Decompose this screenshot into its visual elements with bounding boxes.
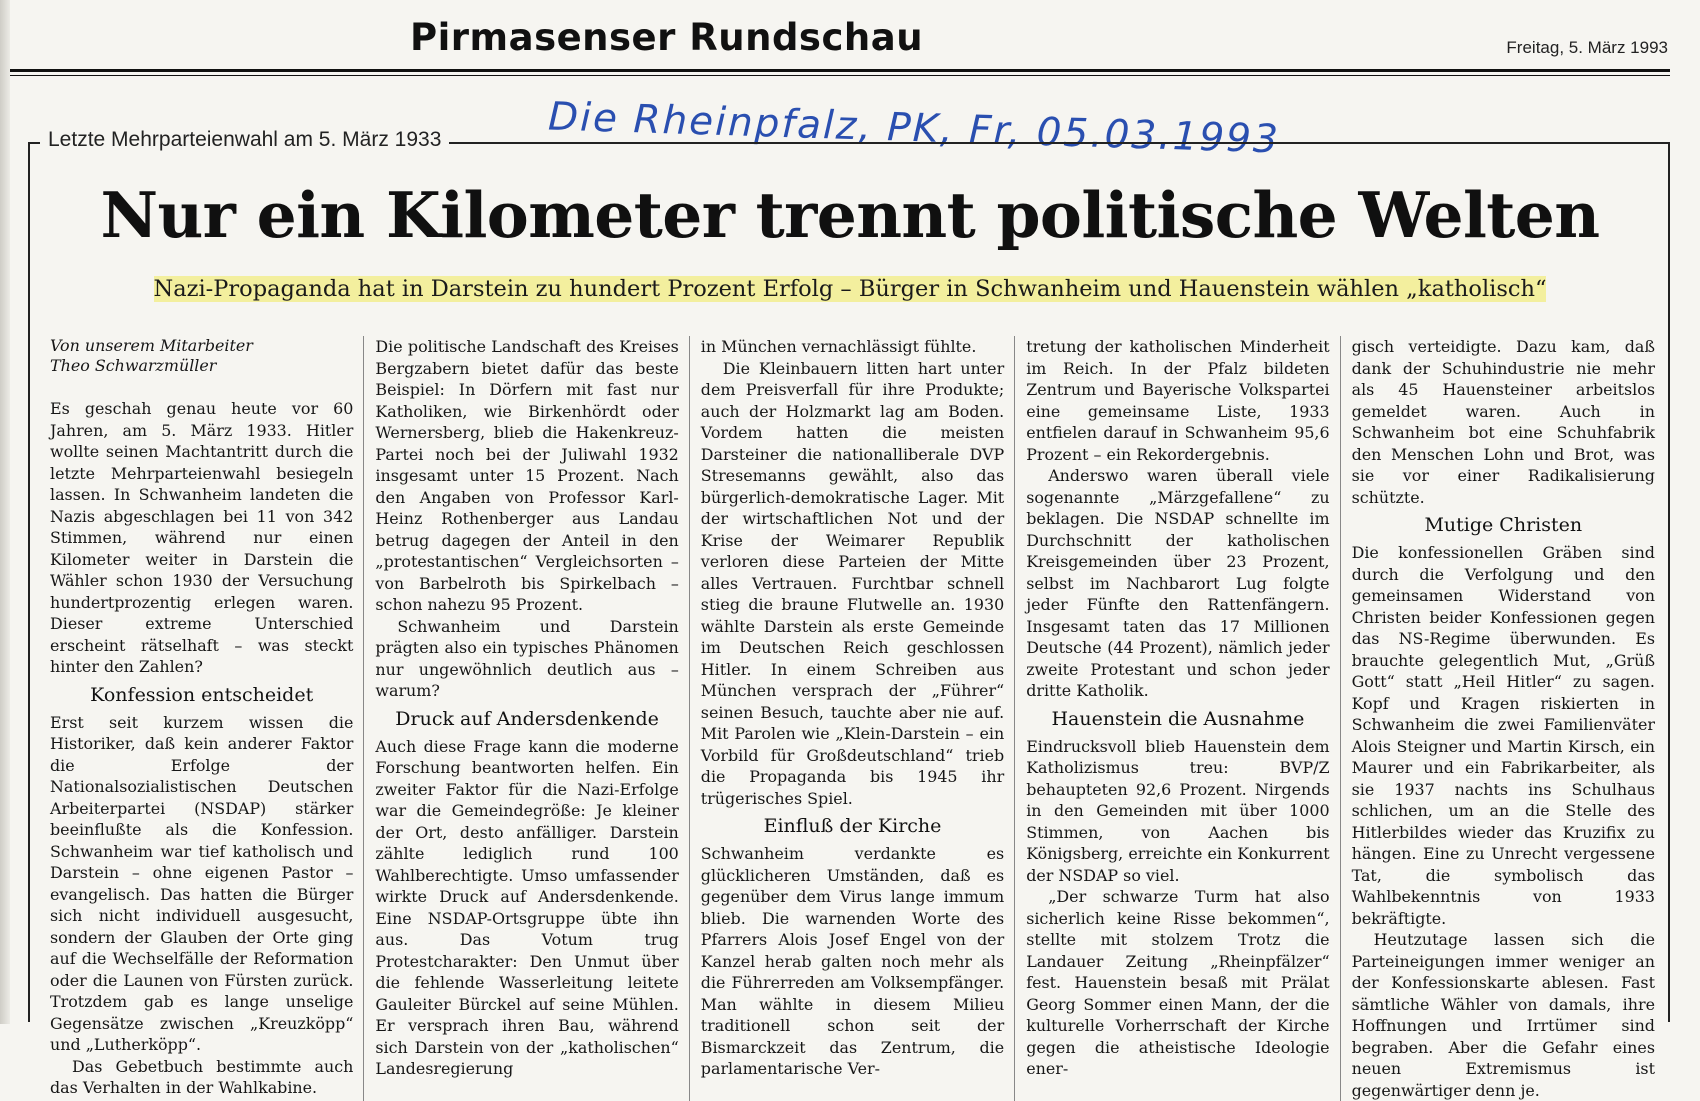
paragraph: tretung der katholischen Minderheit im Reich. In der Pfalz bildeten Zentrum und Bayerische Volkspartei eine gemeinsame Liste, 1933 entfielen darauf in Schwanheim 95,6 Prozent – ein Rekordergebnis.: [1026, 337, 1330, 464]
publication-date: Freitag, 5. März 1993: [1506, 38, 1668, 57]
paragraph: Auch diese Frage kann die moderne Forschung beantworten helfen. Ein zweiter Faktor für die Nazi-Erfolge war die Gemeindegröße: Je kleiner der Ort, desto anfälliger. Darstein zählte lediglich rund 100 Wahlberechtigte. Umso umfassender wirkte Druck auf Andersdenkende. Eine NSDAP-Ortsgruppe übte ihn aus. Das Votum trug Protestcharakter: Den Unmut über die fehlende Wasserleitung leitete Gauleiter Bürckel auf seine Mühlen. Er versprach ihren Bau, während sich Darstein von der „katholischen“ Landesregierung: [375, 736, 679, 1078]
column-4: [1026, 336, 1329, 1101]
paragraph: Es geschah genau heute vor 60 Jahren, am 5. März 1933. Hitler wollte seinen Machtantritt durch die letzte Mehrparteienwahl besiegeln lassen. In Schwanheim landeten die Nazis abgeschlagen bei 11 von 342 Stimmen, während nur einen Kilometer weiter in Darstein die Wähler schon 1930 der Versuchung hundertprozentig erlegen waren. Dieser extreme Unterschied erscheint rätselhaft – was steckt hinter den Zahlen?: [50, 399, 354, 676]
column-1: [50, 336, 353, 1101]
masthead-rule: [10, 69, 1670, 72]
section-subhead: Einfluß der Kirche: [763, 815, 942, 837]
section-subhead: Hauenstein die Ausnahme: [1051, 707, 1305, 730]
handwritten-source-note: Die Rheinpfalz, PK, Fr, 05.03.1993: [547, 94, 1281, 163]
section-subhead: Druck auf Andersdenkende: [395, 707, 659, 730]
paragraph: Heutzutage lassen sich die Parteineigungen immer weniger an der Konfessionskarte ablesen. Fast sämtliche Wähler von damals, ihre Hoffnungen und Irrtümer sind begraben. Aber die Gefahr eines neuen Extremismus ist gegenwärtiger denn je.: [1351, 930, 1655, 1100]
section-subhead: Mutige Christen: [1424, 514, 1583, 536]
byline-author: Theo Schwarzmüller: [50, 356, 217, 375]
paragraph: Die Kleinbauern litten hart unter dem Preisverfall für ihre Produkte; auch der Holzmarkt lag am Boden. Vordem hatten die meisten Darsteiner die nationalliberale DVP Stresemanns gewählt, also das bürgerlich-demokratische Lager. Mit der wirtschaftlichen Not und der Krise der Weimarer Republik verloren diese Parteien der Mitte alles Vertrauen. Furchtbar schnell stieg die braune Flutwelle an. 1930 wählte Darstein als erste Gemeinde im Deutschen Reich geschlossen Hitler. In einem Schreiben aus München versprach der „Führer“ seinen Besuch, tauchte aber nie auf. Mit Parolen wie „Klein-Darstein – ein Vorbild für Großdeutschland“ trieb die Propaganda bis 1945 ihr trügerisches Spiel.: [700, 358, 1005, 808]
paragraph: Schwanheim und Darstein prägten also ein typisches Phänomen nur ungewöhnlich deutlich aus – warum?: [375, 616, 679, 700]
paragraph: Die konfessionellen Gräben sind durch die Verfolgung und den gemeinsamen Widerstand von Christen beider Konfessionen gegen das NS-Regime überwunden. Es brauchte gelegentlich Mut, „Grüß Gott“ statt „Heil Hitler“ zu sagen. Kopf und Kragen riskierten in Schwanheim die zwei Familienväter Alois Steigner und Martin Kirsch, ein Maurer und ein Fabrikarbeiter, als sie 1937 nachts ins Schulhaus schlichen, um an die Stelle des Hitlerbildes wieder das Kruzifix zu hängen. Eine zu Unrecht vergessene Tat, die symbolisch das Wahlbekenntnis von 1933 bekräftigte.: [1351, 543, 1655, 928]
article-body: [50, 336, 1655, 1100]
paragraph: Eindrucksvoll blieb Hauenstein dem Katholizismus treu: BVP/Z behaupteten 92,6 Prozent. Nirgends in den Gemeinden mit über 1000 Stimmen, von Aachen bis Königsberg, erreichte ein Konkurrent der NSDAP so viel.: [1026, 736, 1330, 885]
newspaper-section-title: Pirmasenser Rundschau: [410, 16, 924, 59]
article-headline: Nur ein Kilometer trennt politische Welten: [100, 178, 1600, 252]
article-subheadline: [0, 276, 1700, 302]
paragraph: Anderswo waren überall viele sogenannte „Märzgefallene“ zu beklagen. Die NSDAP schnellte im Durchschnitt der katholischen Kreisgemeinden über 23 Prozent, selbst im Nachbarort Lug folgte jeder Fünfte den Rattenfängern. Insgesamt taten das 17 Millionen Deutsche (44 Prozent), nämlich jeder zweite Protestant und schon jeder dritte Katholik.: [1026, 466, 1330, 700]
subheadline-text: Nazi-Propaganda hat in Darstein zu hundert Prozent Erfolg – Bürger in Schwanheim und Hauenstein wählen „katholisch“: [153, 276, 1547, 302]
paragraph: gisch verteidigte. Dazu kam, daß dank der Schuhindustrie nie mehr als 45 Hauensteiner arbeitslos gemeldet waren. Auch in Schwanheim bot eine Schuhfabrik den Menschen Lohn und Brot, was sie vor einer Radikalisierung schützte.: [1351, 337, 1655, 507]
scan-edge: [0, 0, 10, 1024]
paragraph: in München vernachlässigt fühlte.: [700, 337, 977, 356]
paragraph: Das Gebetbuch bestimmte auch das Verhalten in der Wahlkabine.: [50, 1056, 354, 1097]
paragraph: Schwanheim verdankte es glücklicheren Umständen, daß es gegenüber dem Virus lange immum blieb. Die warnenden Worte des Pfarrers Alois Josef Engel von der Kanzel herab galten noch mehr als die Führerreden am Volksempfänger. Man wählte in diesem Milieu traditionell schon seit der Bismarckzeit das Zentrum, die parlamentarische Ver-: [700, 844, 1005, 1078]
column-3: [701, 336, 1004, 1101]
column-2: [375, 336, 678, 1101]
paragraph: Die politische Landschaft des Kreises Bergzabern bietet dafür das beste Beispiel: In Dörfern mit fast nur Katholiken, wie Birkenhördt oder Wernersberg, blieb die Hakenkreuz-Partei noch bei der Juliwahl 1932 insgesamt unter 15 Prozent. Nach den Angaben von Professor Karl-Heinz Rothenberger aus Landau betrug dagegen der Anteil in den „protestantischen“ Vergleichsorten – von Barbelroth bis Spirkelbach – schon nahezu 95 Prozent.: [375, 337, 679, 614]
byline-role: Von unserem Mitarbeiter: [50, 336, 253, 355]
paragraph: „Der schwarze Turm hat also sicherlich keine Risse bekommen“, stellte mit stolzem Trotz die Landauer Zeitung „Rheinpfälzer“ fest. Hauenstein besaß mit Prälat Georg Sommer einen Mann, der die kulturelle Vorherrschaft der Kirche gegen die atheistische Ideologie ener-: [1026, 887, 1330, 1078]
column-5: [1352, 336, 1655, 1101]
paragraph: Erst seit kurzem wissen die Historiker, daß kein anderer Faktor die Erfolge der Nationalsozialistischen Deutschen Arbeiterpartei (NSDAP) stärker beeinflußte als die Konfession. Schwanheim war tief katholisch und Darstein – ohne eigenen Pastor – evangelisch. Das hatten die Bürger sich nicht individuell ausgesucht, sondern der Glauben der Orte ging auf die Wechselfälle der Reformation oder die Launen von Fürsten zurück. Trotzdem gab es lange unselige Gegensätze zwischen „Kreuzköpp“ und „Lutherköpp“.: [50, 712, 354, 1054]
article-kicker: Letzte Mehrparteienwahl am 5. März 1933: [40, 128, 449, 152]
section-subhead: Konfession entscheidet: [90, 683, 314, 706]
masthead-rule-thin: [10, 75, 1670, 76]
byline: [50, 336, 353, 376]
